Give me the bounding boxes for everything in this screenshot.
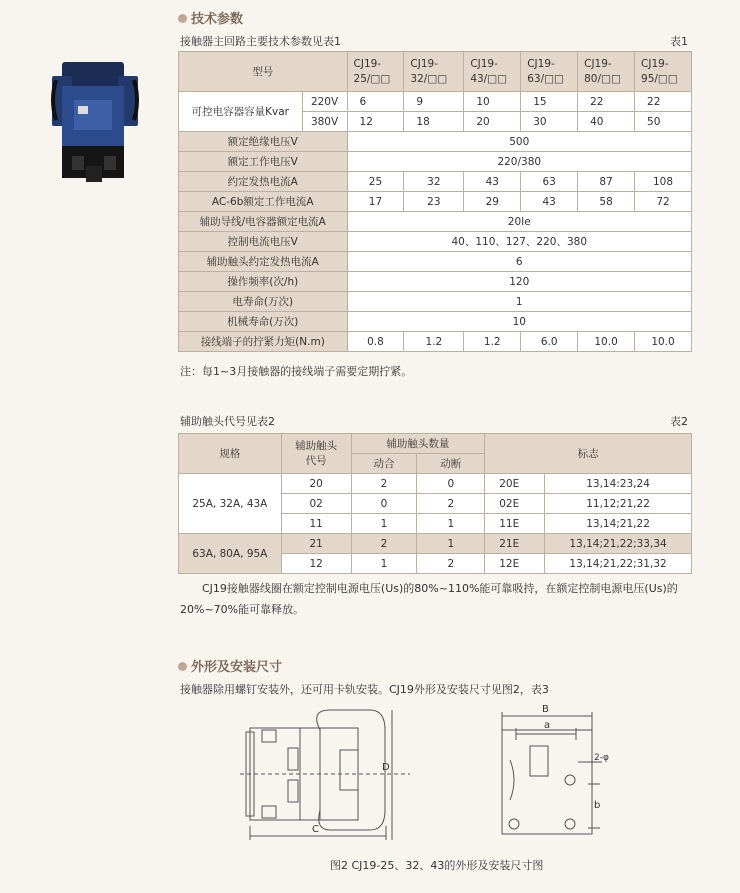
table-cell: 2	[351, 474, 417, 494]
table1-note: 注：每1~3月接触器的接线端子需要定期拧紧。	[180, 365, 413, 378]
voltage-380: 380V	[302, 112, 347, 132]
row-label: 额定绝缘电压V	[179, 132, 348, 152]
model-col-1: CJ19- 25/□□	[347, 52, 404, 92]
mounting-description: 接触器除用螺钉安装外，还可用卡轨安装。CJ19外形及安装尺寸见图2，表3	[180, 683, 549, 696]
table-cell: 12	[347, 112, 404, 132]
figure-caption: 图2 CJ19-25、32、43的外形及安装尺寸图	[330, 859, 544, 872]
side-view-drawing	[240, 710, 410, 840]
row-value: 220/380	[347, 152, 691, 172]
contactor-product-image	[48, 60, 140, 190]
header-mark: 标志	[485, 434, 692, 474]
row-label: 电寿命(万次)	[179, 292, 348, 312]
header-make: 动合	[351, 454, 417, 474]
table-cell: 6.0	[521, 332, 578, 352]
cap-label: 可控电容器容量Kvar	[179, 92, 303, 132]
spec-group-2: 63A, 80A, 95A	[179, 534, 282, 574]
label-hole: 2-φ	[594, 753, 609, 763]
label-D: D	[382, 762, 390, 773]
row-value: 6	[347, 252, 691, 272]
table-cell: 13,14;21,22;31,32	[545, 554, 692, 574]
table-cell: 13,14:23,24	[545, 474, 692, 494]
row-value: 1	[347, 292, 691, 312]
bullet-icon	[178, 14, 187, 23]
table-cell: 23	[404, 192, 464, 212]
table-cell: 17	[347, 192, 404, 212]
table-cell: 40	[578, 112, 635, 132]
table-cell: 10	[464, 92, 521, 112]
row-label: 约定发热电流A	[179, 172, 348, 192]
label-a: a	[544, 720, 551, 731]
header-spec: 规格	[179, 434, 282, 474]
table-cell: 20	[281, 474, 351, 494]
section-title-tech-params: 技术参数	[178, 8, 243, 27]
row-label: 机械寿命(万次)	[179, 312, 348, 332]
model-col-2: CJ19- 32/□□	[404, 52, 464, 92]
table-cell: 2	[351, 534, 417, 554]
table-cell: 108	[635, 172, 692, 192]
spec-group-1: 25A, 32A, 43A	[179, 474, 282, 534]
table-cell: 58	[578, 192, 635, 212]
table-cell: 02E	[485, 494, 545, 514]
table1-caption: 接触器主回路主要技术参数见表1	[180, 35, 341, 48]
table-cell: 0	[417, 474, 485, 494]
table2-label: 表2	[670, 415, 688, 428]
table-cell: 2	[417, 554, 485, 574]
table-cell: 12	[281, 554, 351, 574]
table2-caption: 辅助触头代号见表2	[180, 415, 275, 428]
table-cell: 72	[635, 192, 692, 212]
row-label: 操作频率(次/h)	[179, 272, 348, 292]
table-cell: 02	[281, 494, 351, 514]
table-cell: 29	[464, 192, 521, 212]
label-b: b	[594, 800, 601, 811]
row-label: AC-6b额定工作电流A	[179, 192, 348, 212]
table-cell: 6	[347, 92, 404, 112]
table-cell: 11	[281, 514, 351, 534]
table-cell: 21	[281, 534, 351, 554]
row-label: 控制电流电压V	[179, 232, 348, 252]
row-value: 120	[347, 272, 691, 292]
table-cell: 87	[578, 172, 635, 192]
table-cell: 32	[404, 172, 464, 192]
table-cell: 1	[417, 514, 485, 534]
table-cell: 25	[347, 172, 404, 192]
table-cell: 21E	[485, 534, 545, 554]
table1-label: 表1	[670, 35, 688, 48]
row-value: 500	[347, 132, 691, 152]
table-cell: 43	[464, 172, 521, 192]
table-cell: 0	[351, 494, 417, 514]
table-cell: 10.0	[578, 332, 635, 352]
model-col-4: CJ19- 63/□□	[521, 52, 578, 92]
table-cell: 2	[417, 494, 485, 514]
table-cell: 20	[464, 112, 521, 132]
table-cell: 50	[635, 112, 692, 132]
table-cell: 11,12;21,22	[545, 494, 692, 514]
table-cell: 1.2	[464, 332, 521, 352]
row-label: 额定工作电压V	[179, 152, 348, 172]
row-label: 辅助触头约定发热电流A	[179, 252, 348, 272]
model-col-3: CJ19- 43/□□	[464, 52, 521, 92]
model-col-6: CJ19- 95/□□	[635, 52, 692, 92]
row-label: 接线端子的拧紧力矩(N.m)	[179, 332, 348, 352]
coil-description: CJ19接触器线圈在额定控制电源电压(Us)的80%~110%能可靠吸持，在额定控制电源电压(Us)的20%~70%能可靠释放。	[180, 582, 678, 616]
table-cell: 0.8	[347, 332, 404, 352]
table1-main-circuit-params	[178, 51, 692, 352]
header-model: 型号	[179, 52, 348, 92]
label-C: C	[312, 824, 319, 835]
table-cell: 22	[635, 92, 692, 112]
label-B: B	[542, 704, 549, 715]
table-cell: 30	[521, 112, 578, 132]
header-break: 动断	[417, 454, 485, 474]
table-cell: 63	[521, 172, 578, 192]
table-cell: 22	[578, 92, 635, 112]
table-cell: 15	[521, 92, 578, 112]
front-view-drawing	[502, 712, 602, 834]
voltage-220: 220V	[302, 92, 347, 112]
table-cell: 12E	[485, 554, 545, 574]
table-cell: 10.0	[635, 332, 692, 352]
model-col-5: CJ19- 80/□□	[578, 52, 635, 92]
dimension-drawing	[240, 700, 620, 860]
table-cell: 43	[521, 192, 578, 212]
table-cell: 1.2	[404, 332, 464, 352]
row-value: 20Ie	[347, 212, 691, 232]
table-cell: 1	[351, 554, 417, 574]
row-value: 10	[347, 312, 691, 332]
table-cell: 13,14;21,22;33,34	[545, 534, 692, 554]
header-code: 辅助触头 代号	[281, 434, 351, 474]
row-value: 40、110、127、220、380	[347, 232, 691, 252]
bullet-icon	[178, 662, 187, 671]
table-cell: 1	[417, 534, 485, 554]
table-cell: 18	[404, 112, 464, 132]
table-cell: 11E	[485, 514, 545, 534]
table-cell: 20E	[485, 474, 545, 494]
table-cell: 13,14;21,22	[545, 514, 692, 534]
table-cell: 1	[351, 514, 417, 534]
table2-aux-contacts	[178, 433, 692, 574]
table-cell: 9	[404, 92, 464, 112]
row-label: 辅助导线/电容器额定电流A	[179, 212, 348, 232]
section-title-dimensions: 外形及安装尺寸	[178, 656, 282, 675]
header-qty: 辅助触头数量	[351, 434, 485, 454]
